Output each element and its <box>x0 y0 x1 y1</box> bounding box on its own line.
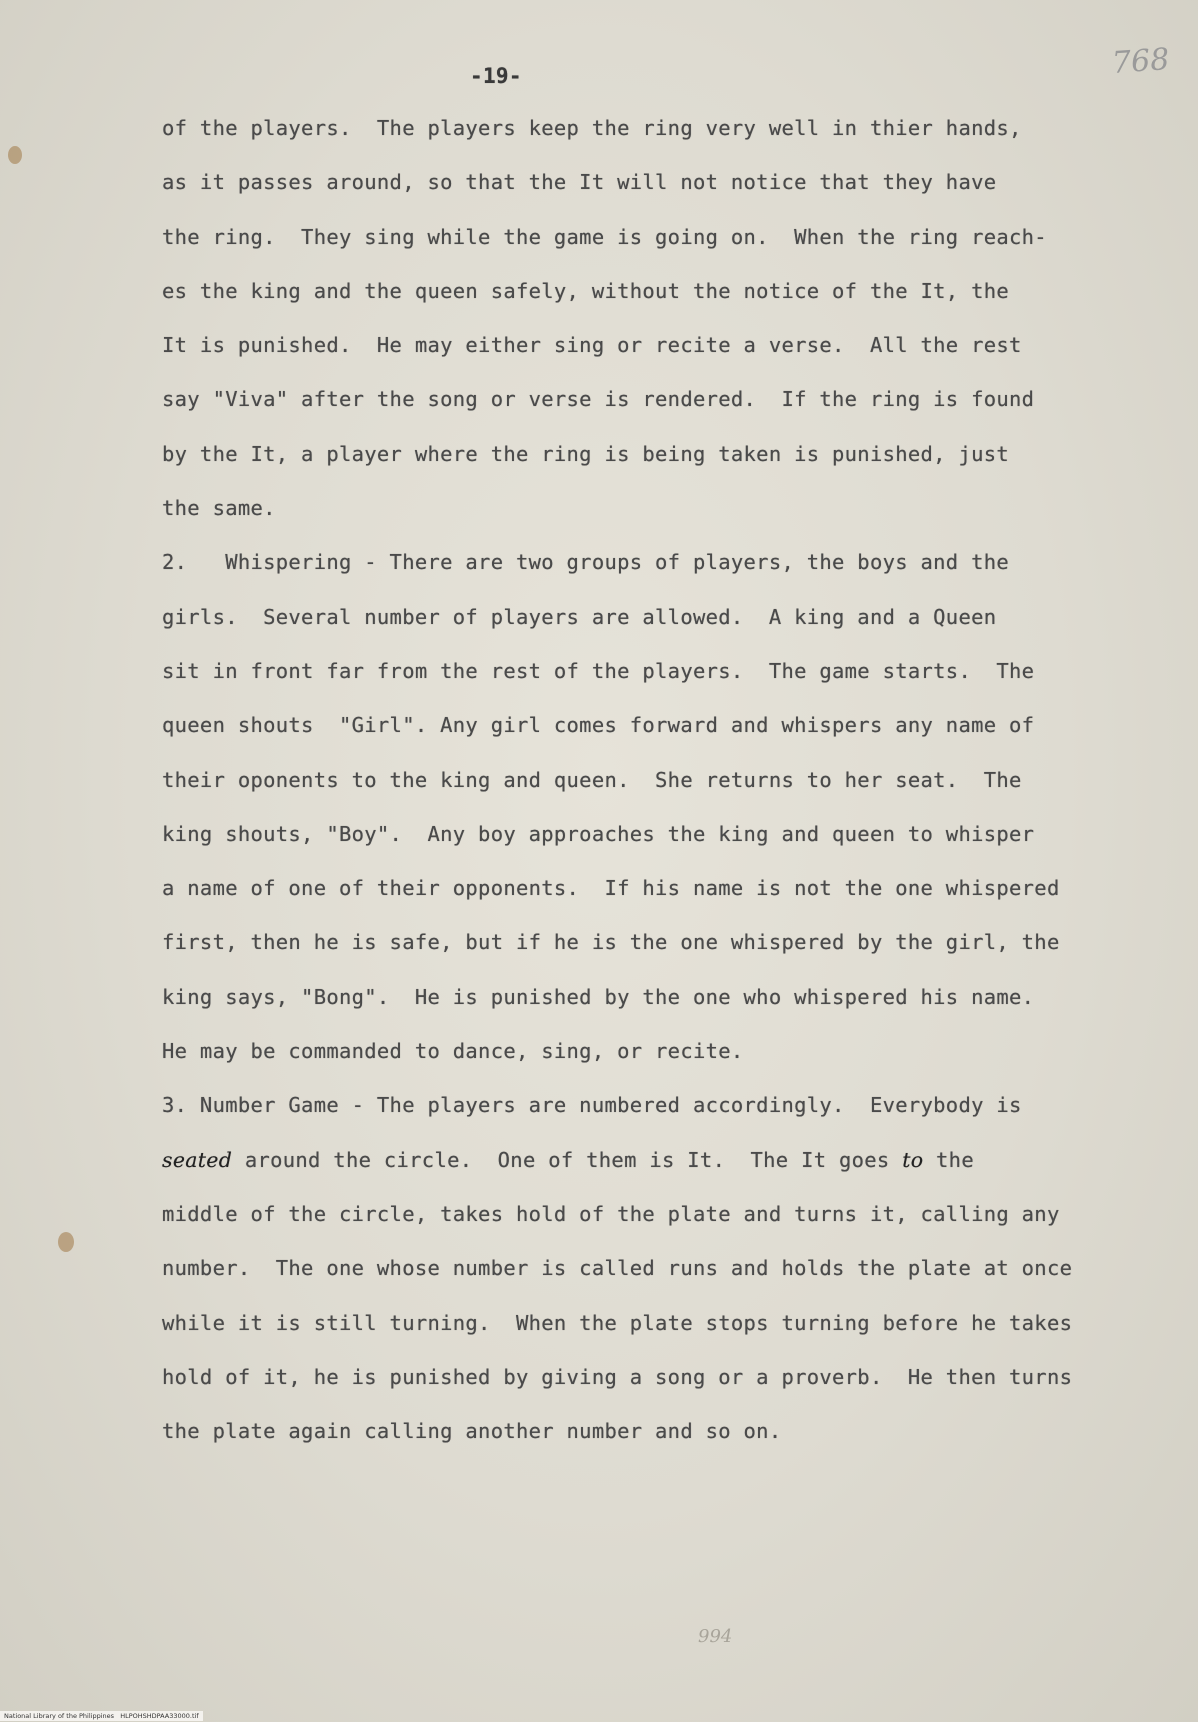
text-segment: the <box>923 1147 974 1172</box>
text-segment: around the circle. One of them is It. The It goes <box>232 1147 903 1172</box>
text-line: their oponents to the king and queen. She returns to her seat. The <box>162 767 1022 792</box>
text-line: by the It, a player where the ring is being taken is punished, just <box>162 441 1010 466</box>
text-line: the ring. They sing while the game is going on. When the ring reach- <box>162 224 1047 249</box>
text-line: middle of the circle, takes hold of the plate and turns it, calling any <box>162 1201 1060 1226</box>
text-line: 3. Number Game - The players are numbered accordingly. Everybody is <box>162 1093 1022 1118</box>
text-line: es the king and the queen safely, without the notice of the It, the <box>162 278 1010 303</box>
text-line: sit in front far from the rest of the players. The game starts. The <box>162 658 1035 683</box>
text-line: 2. Whispering - There are two groups of players, the boys and the <box>162 550 1010 575</box>
text-line: He may be commanded to dance, sing, or recite. <box>162 1039 744 1064</box>
text-line: the plate again calling another number and so on. <box>162 1419 782 1444</box>
handwritten-correction: to <box>902 1147 924 1172</box>
text-line: hold of it, he is punished by giving a song or a proverb. He then turns <box>162 1364 1073 1389</box>
page-number: -19- <box>470 64 522 88</box>
paper-stain <box>8 146 22 164</box>
paper-stain <box>58 1232 74 1252</box>
scan-caption: National Library of the Philippines HLPOHSHDPAA33000.tif <box>0 1711 203 1721</box>
text-line: first, then he is safe, but if he is the one whispered by the girl, the <box>162 930 1060 955</box>
text-line: as it passes around, so that the It will not notice that they have <box>162 170 997 195</box>
text-line: king says, "Bong". He is punished by the one who whispered his name. <box>162 984 1035 1009</box>
footer-handwritten-mark: 994 <box>698 1626 733 1647</box>
text-line-mixed <box>162 1146 1132 1200</box>
text-line: king shouts, "Boy". Any boy approaches the king and queen to whisper <box>162 821 1035 846</box>
archive-number: 768 <box>1110 42 1171 81</box>
handwritten-correction: seated <box>162 1147 233 1172</box>
text-line: a name of one of their opponents. If his name is not the one whispered <box>162 876 1060 901</box>
text-line: the same. <box>162 496 276 521</box>
text-line: queen shouts "Girl". Any girl comes forward and whispers any name of <box>162 713 1035 738</box>
text-line: of the players. The players keep the ring very well in thier hands, <box>162 116 1022 140</box>
text-line: girls. Several number of players are allowed. A king and a Queen <box>162 604 997 629</box>
text-line: number. The one whose number is called runs and holds the plate at once <box>162 1256 1073 1281</box>
text-line: while it is still turning. When the plate stops turning before he takes <box>162 1310 1073 1335</box>
text-line: It is punished. He may either sing or recite a verse. All the rest <box>162 333 1022 358</box>
text-line: say "Viva" after the song or verse is rendered. If the ring is found <box>162 387 1035 412</box>
body-text <box>162 114 1132 1471</box>
